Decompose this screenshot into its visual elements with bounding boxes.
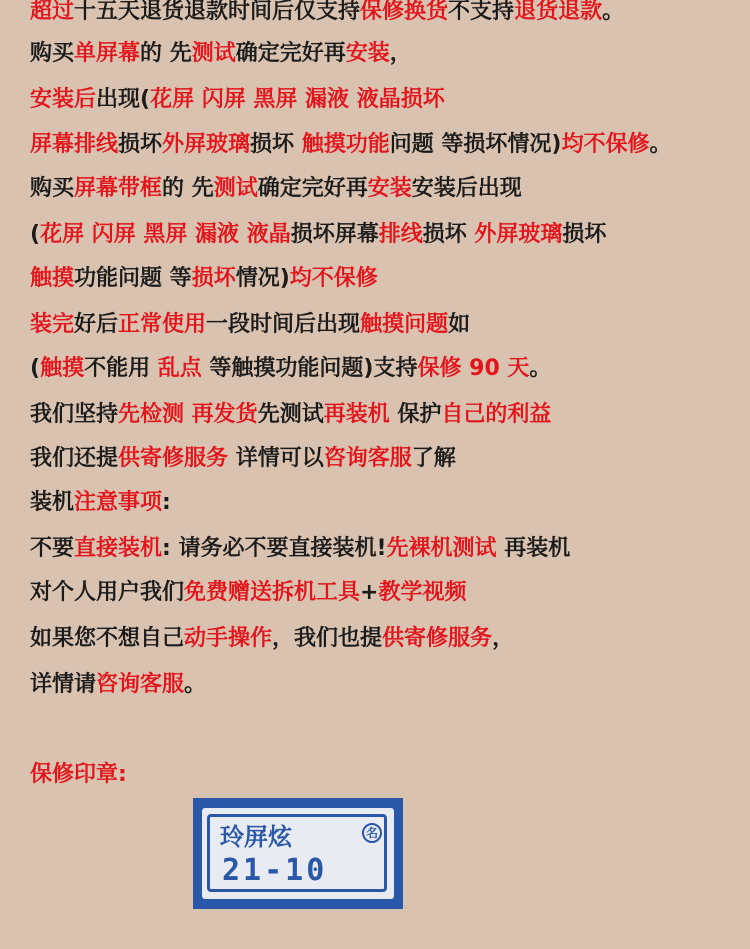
body-text: 确定完好再 bbox=[257, 176, 368, 201]
notice-line bbox=[30, 85, 445, 115]
notice-line bbox=[30, 670, 206, 700]
body-text: 的 先 bbox=[140, 41, 192, 66]
body-text: ( bbox=[30, 356, 41, 381]
highlight-text: 测试 bbox=[213, 176, 258, 201]
notice-line bbox=[30, 310, 470, 340]
highlight-text: 安装后 bbox=[30, 87, 97, 112]
notice-line bbox=[30, 578, 466, 608]
body-text: : 请务必不要直接装机! bbox=[162, 536, 387, 561]
body-text: 确定完好再 bbox=[235, 41, 346, 66]
notice-line bbox=[30, 400, 551, 430]
highlight-text: 免费赠送拆机工具 bbox=[184, 580, 361, 605]
highlight-text: 屏幕排线 bbox=[30, 132, 119, 157]
body-text: 保护 bbox=[389, 402, 442, 427]
notice-line bbox=[30, 488, 171, 518]
notice-line bbox=[30, 130, 671, 160]
body-text: 问题 等损坏情况) bbox=[389, 132, 562, 157]
highlight-text: 触摸问题 bbox=[360, 312, 449, 337]
stamp-circle-mark: 名 bbox=[362, 823, 382, 843]
highlight-text: 外屏玻璃 bbox=[162, 132, 251, 157]
highlight-text: 供寄修服务 bbox=[118, 446, 229, 471]
body-text: 如果您不想自己 bbox=[30, 626, 185, 651]
body-text: 如 bbox=[448, 312, 471, 337]
body-text: 。 bbox=[184, 672, 207, 697]
highlight-text: 超过 bbox=[30, 0, 75, 24]
body-text: 损坏 bbox=[118, 132, 163, 157]
body-text: 我们还提 bbox=[30, 446, 119, 471]
body-text: 。 bbox=[649, 132, 672, 157]
body-text: 对个人用户我们 bbox=[30, 580, 185, 605]
highlight-text: 屏幕带框 bbox=[74, 176, 163, 201]
stamp-section-label: 保修印章: bbox=[30, 762, 127, 787]
body-text: 好后 bbox=[74, 312, 119, 337]
highlight-text: 动手操作 bbox=[184, 626, 273, 651]
body-text: 损坏屏幕 bbox=[290, 222, 379, 247]
body-text: ， bbox=[492, 626, 515, 651]
body-text: 再装机 bbox=[496, 536, 571, 561]
highlight-text: 先检测 再发货 bbox=[118, 402, 258, 427]
highlight-text: 均不保修 bbox=[289, 266, 378, 291]
body-text: 。 bbox=[602, 0, 625, 24]
highlight-text: 损坏 bbox=[191, 266, 236, 291]
stamp-name: 玲屏炫 bbox=[220, 823, 292, 851]
highlight-text: 触摸 bbox=[30, 266, 75, 291]
highlight-text: 外屏玻璃 bbox=[474, 222, 563, 247]
stamp-code: 21-10 bbox=[222, 853, 328, 888]
notice-line bbox=[30, 444, 456, 474]
body-text: 购买 bbox=[30, 41, 75, 66]
stamp-inner bbox=[202, 808, 394, 899]
body-text: 。 bbox=[529, 356, 552, 381]
highlight-text: 安装 bbox=[345, 41, 390, 66]
highlight-text: 注意事项 bbox=[74, 490, 163, 515]
notice-line bbox=[30, 534, 570, 564]
highlight-text: 花屏 闪屏 黑屏 漏液 液晶 bbox=[40, 222, 291, 247]
body-text: 损坏 bbox=[562, 222, 607, 247]
highlight-text: 测试 bbox=[191, 41, 236, 66]
body-text: ( bbox=[30, 222, 41, 247]
highlight-text: 退货退款 bbox=[514, 0, 603, 24]
body-text: + bbox=[360, 580, 379, 605]
body-text: 先测试 bbox=[257, 402, 324, 427]
highlight-text: 先裸机测试 bbox=[386, 536, 497, 561]
highlight-text: 教学视频 bbox=[378, 580, 467, 605]
body-text: 安装后出现 bbox=[411, 176, 522, 201]
body-text: 一段时间后出现 bbox=[206, 312, 361, 337]
notice-line bbox=[30, 220, 606, 250]
highlight-text: 保修 90 天 bbox=[417, 356, 530, 381]
highlight-text: 咨询客服 bbox=[323, 446, 412, 471]
highlight-text: 供寄修服务 bbox=[382, 626, 493, 651]
highlight-text: 排线 bbox=[378, 222, 423, 247]
body-text: 出现( bbox=[96, 87, 151, 112]
body-text: 不要 bbox=[30, 536, 75, 561]
body-text: 详情请 bbox=[30, 672, 97, 697]
body-text: 情况) bbox=[235, 266, 290, 291]
notice-line bbox=[30, 39, 412, 69]
body-text: 我们坚持 bbox=[30, 402, 119, 427]
highlight-text: 安装 bbox=[367, 176, 412, 201]
notice-line bbox=[30, 264, 378, 294]
body-text: 十五天退货退款时间后仅支持 bbox=[74, 0, 361, 24]
body-text: 等触摸功能问题)支持 bbox=[201, 356, 418, 381]
body-text: ，我们也提 bbox=[272, 626, 383, 651]
body-text: ， bbox=[389, 41, 412, 66]
highlight-text: 花屏 闪屏 黑屏 漏液 液晶损坏 bbox=[150, 87, 445, 112]
notice-line bbox=[30, 0, 624, 27]
highlight-text: 触摸功能 bbox=[301, 132, 390, 157]
highlight-text: 装完 bbox=[30, 312, 75, 337]
body-text: 不支持 bbox=[448, 0, 515, 24]
notice-line bbox=[30, 624, 514, 654]
body-text: 损坏 bbox=[422, 222, 475, 247]
body-text: 了解 bbox=[411, 446, 456, 471]
notice-line bbox=[30, 354, 551, 384]
body-text: 功能问题 等 bbox=[74, 266, 192, 291]
body-text: 购买 bbox=[30, 176, 75, 201]
body-text: : bbox=[162, 490, 171, 515]
highlight-text: 咨询客服 bbox=[96, 672, 185, 697]
highlight-text: 再装机 bbox=[323, 402, 390, 427]
highlight-text: 保修换货 bbox=[360, 0, 449, 24]
highlight-text: 自己的利益 bbox=[441, 402, 552, 427]
highlight-text: 均不保修 bbox=[561, 132, 650, 157]
body-text: 的 先 bbox=[162, 176, 214, 201]
body-text: 不能用 bbox=[84, 356, 158, 381]
warranty-stamp-image bbox=[193, 798, 403, 909]
body-text: 详情可以 bbox=[228, 446, 324, 471]
highlight-text: 乱点 bbox=[157, 356, 202, 381]
stamp-frame bbox=[207, 814, 387, 892]
highlight-text: 正常使用 bbox=[118, 312, 207, 337]
body-text: 装机 bbox=[30, 490, 75, 515]
highlight-text: 直接装机 bbox=[74, 536, 163, 561]
body-text: 损坏 bbox=[250, 132, 302, 157]
highlight-text: 触摸 bbox=[40, 356, 85, 381]
highlight-text: 单屏幕 bbox=[74, 41, 141, 66]
notice-line bbox=[30, 174, 522, 204]
